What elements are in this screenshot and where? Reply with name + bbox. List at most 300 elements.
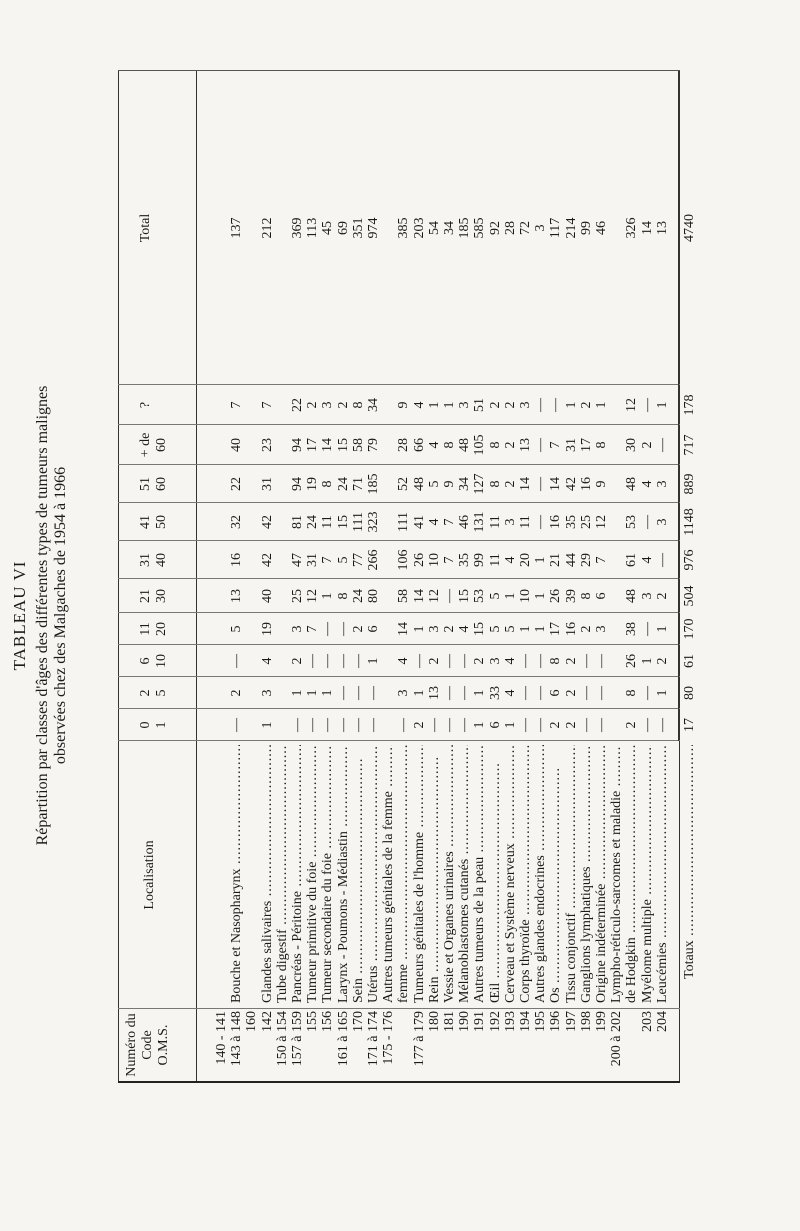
row-total: 117 <box>548 217 564 239</box>
row-code: 199 <box>594 1011 609 1032</box>
table-label: TABLEAU VI <box>10 560 29 671</box>
row-value: 2 <box>502 441 518 449</box>
row-value: 7 <box>229 401 245 409</box>
row-value: — <box>457 718 473 732</box>
row-value: 31 <box>563 438 579 452</box>
row-value: 2 <box>502 480 518 488</box>
row-value: 185 <box>366 473 381 495</box>
row-value: 2 <box>442 625 457 633</box>
row-value: 5 <box>426 480 442 488</box>
row-value: 14 <box>411 589 427 603</box>
row-value: 6 <box>487 721 503 729</box>
row-value: 15 <box>335 438 351 452</box>
row-value: 111 <box>396 512 412 532</box>
table-subtitle-line1: Répartition par classes d'âges des différentes types de tumeurs malignes <box>34 385 51 846</box>
row-value: 2 <box>350 625 366 633</box>
row-value: 3 <box>396 689 412 697</box>
row-value: — <box>578 686 594 700</box>
row-value: 8 <box>624 689 640 697</box>
totals-value: 1148 <box>682 508 697 536</box>
row-value: 3 <box>457 401 473 409</box>
row-value: 266 <box>366 549 381 571</box>
row-localisation: Autres tumeurs de la peau ..... <box>472 745 488 1003</box>
row-value: — <box>335 686 351 700</box>
row-total: 3 <box>533 224 549 232</box>
row-value: — <box>639 622 655 636</box>
row-value: — <box>229 718 245 732</box>
row-value: 127 <box>472 473 488 495</box>
header-age-class <box>138 645 170 677</box>
row-value: 2 <box>578 401 594 409</box>
row-value: — <box>639 718 655 732</box>
row-value: 42 <box>259 515 275 529</box>
header-age-from: 31 <box>138 553 153 567</box>
row-value: 35 <box>457 553 473 567</box>
totals-value: 80 <box>682 686 697 700</box>
row-localisation: Tube digestif ..... <box>275 745 291 1003</box>
row-total: 385 <box>396 217 412 239</box>
row-localisation: Myélome multiple ..... <box>640 745 656 1003</box>
row-code: 142 <box>259 1011 275 1032</box>
row-value: — <box>320 622 336 636</box>
row-value: 2 <box>502 401 518 409</box>
row-value: 28 <box>396 438 412 452</box>
row-value: 12 <box>624 398 640 412</box>
row-value: 1 <box>533 625 549 633</box>
row-value: 14 <box>548 477 564 491</box>
header-age-to: 20 <box>154 622 169 636</box>
row-value: 99 <box>472 553 488 567</box>
data-table <box>118 70 697 1083</box>
row-code: 155 <box>305 1011 321 1032</box>
row-code: 161 à 165 <box>335 1011 351 1067</box>
row-value: 14 <box>320 438 336 452</box>
row-value: 2 <box>229 689 245 697</box>
header-top-rule <box>118 71 119 1081</box>
row-localisation: Pancréas - Péritoine ..... <box>290 745 306 1003</box>
row-value: 51 <box>472 398 488 412</box>
row-value: 4 <box>426 518 442 526</box>
row-total: 185 <box>457 217 473 239</box>
row-value: — <box>594 718 609 732</box>
row-value: 1 <box>654 689 670 697</box>
row-localisation: Os ..... <box>548 745 564 1003</box>
row-value: — <box>457 686 473 700</box>
header-age-class <box>138 425 170 465</box>
row-value: 15 <box>457 589 473 603</box>
header-age-to: 10 <box>154 654 169 668</box>
row-localisation: Rein ..... <box>427 745 443 1003</box>
row-value: 17 <box>548 622 564 636</box>
row-value: 13 <box>518 438 533 452</box>
row-localisation: femme ..... <box>396 745 412 1003</box>
row-value: 1 <box>594 401 609 409</box>
row-value: 19 <box>259 622 275 636</box>
header-age-to: 60 <box>154 477 169 491</box>
row-value: 8 <box>442 441 457 449</box>
row-code: 160 <box>244 1011 260 1032</box>
row-localisation: Autres tumeurs génitales de la femme ..... <box>381 745 397 1003</box>
row-value: 2 <box>654 657 670 665</box>
row-value: 1 <box>563 401 579 409</box>
row-code: 195 <box>533 1011 549 1032</box>
row-total: 369 <box>290 217 305 239</box>
row-value: 5 <box>335 556 351 564</box>
row-value: 3 <box>259 689 275 697</box>
row-value: — <box>518 654 533 668</box>
row-code: 197 <box>563 1011 579 1032</box>
row-value: 3 <box>594 625 609 633</box>
header-age-from: + de <box>138 432 153 458</box>
header-age-from: 6 <box>138 657 153 665</box>
row-localisation: Tissu conjonctif ..... <box>564 745 580 1003</box>
row-localisation: Origine indéterminée ..... <box>594 745 610 1003</box>
row-value: 4 <box>502 556 518 564</box>
row-value: 23 <box>259 438 275 452</box>
row-code: 170 <box>350 1011 366 1032</box>
row-value: 1 <box>472 689 488 697</box>
row-value: 6 <box>548 689 564 697</box>
row-total: 351 <box>350 217 366 239</box>
row-value: 3 <box>639 592 655 600</box>
totals-value: 504 <box>682 585 697 607</box>
header-age-from: 2 <box>138 689 153 697</box>
row-value: 17 <box>578 438 594 452</box>
row-value: 42 <box>259 553 275 567</box>
row-value: 1 <box>654 401 670 409</box>
row-value: 4 <box>502 689 518 697</box>
row-value: 21 <box>548 553 564 567</box>
row-value: 34 <box>457 477 473 491</box>
row-value: 5 <box>502 625 518 633</box>
row-value: 48 <box>457 438 473 452</box>
row-value: 2 <box>578 625 594 633</box>
row-value: 24 <box>335 477 351 491</box>
row-value: 46 <box>457 515 473 529</box>
row-value: 323 <box>366 511 381 533</box>
row-value: — <box>335 622 351 636</box>
row-value: 34 <box>366 398 381 412</box>
row-code: 191 <box>472 1011 488 1032</box>
row-value: — <box>548 398 564 412</box>
row-value: 2 <box>654 592 670 600</box>
row-code: 204 <box>654 1011 670 1032</box>
row-value: — <box>533 515 549 529</box>
header-age-to: 40 <box>154 553 169 567</box>
row-value: 16 <box>578 477 594 491</box>
row-value: 31 <box>259 477 275 491</box>
totals-value: 178 <box>682 394 697 416</box>
row-code: 193 <box>502 1011 518 1032</box>
row-value: 33 <box>487 686 503 700</box>
row-code: 156 <box>320 1011 336 1032</box>
row-value: 25 <box>578 515 594 529</box>
row-value: 26 <box>411 553 427 567</box>
row-value: 2 <box>563 689 579 697</box>
row-value: 14 <box>396 622 412 636</box>
row-value: 40 <box>259 589 275 603</box>
row-value: 7 <box>259 401 275 409</box>
row-value: 79 <box>366 438 381 452</box>
header-age-to: 5 <box>154 689 169 697</box>
row-value: — <box>350 718 366 732</box>
row-value: 111 <box>350 512 366 532</box>
row-total: 137 <box>229 217 245 239</box>
row-value: 1 <box>259 721 275 729</box>
row-value: 35 <box>563 515 579 529</box>
row-total: 99 <box>578 221 594 235</box>
row-value: — <box>305 718 321 732</box>
row-value: — <box>639 398 655 412</box>
row-value: — <box>578 718 594 732</box>
row-code: 200 à 202 <box>609 1011 625 1067</box>
row-value: 58 <box>350 438 366 452</box>
row-value: 38 <box>624 622 640 636</box>
row-value: 48 <box>624 589 640 603</box>
header-age-class <box>138 613 170 645</box>
row-value: — <box>366 718 381 732</box>
row-value: 2 <box>563 721 579 729</box>
row-value: 2 <box>487 401 503 409</box>
row-value: 20 <box>518 553 533 567</box>
row-total: 14 <box>639 221 655 235</box>
totals-value: 170 <box>682 618 697 640</box>
row-value: 13 <box>229 589 245 603</box>
table-subtitle-line2: observées chez des Malgaches de 1954 à 1966 <box>52 466 69 765</box>
row-value: 7 <box>548 441 564 449</box>
row-value: 11 <box>320 515 336 529</box>
row-value: 1 <box>411 689 427 697</box>
row-value: 42 <box>563 477 579 491</box>
row-value: 11 <box>487 553 503 567</box>
row-code: 140 - 141 <box>214 1011 229 1065</box>
row-value: 58 <box>396 589 412 603</box>
header-bottom-rule <box>196 71 197 1081</box>
row-value: 1 <box>290 689 305 697</box>
row-value: — <box>578 654 594 668</box>
header-age-class <box>138 579 170 613</box>
row-value: 3 <box>502 518 518 526</box>
row-value: 7 <box>594 556 609 564</box>
row-code: 177 à 179 <box>411 1011 427 1067</box>
row-value: — <box>366 686 381 700</box>
row-value: 77 <box>350 553 366 567</box>
row-code: 150 à 154 <box>274 1011 290 1067</box>
header-age-to: 60 <box>154 438 169 452</box>
row-value: 32 <box>229 515 245 529</box>
row-code: 190 <box>457 1011 473 1032</box>
row-value: 80 <box>366 589 381 603</box>
row-value: 53 <box>624 515 640 529</box>
row-localisation: Mélanoblastomes cutanés ..... <box>457 745 473 1003</box>
row-value: 1 <box>518 625 533 633</box>
row-value: 16 <box>548 515 564 529</box>
row-value: — <box>654 438 670 452</box>
row-value: 1 <box>654 625 670 633</box>
totals-value: 889 <box>682 473 697 495</box>
header-code <box>124 1009 172 1081</box>
row-value: 4 <box>639 480 655 488</box>
row-code: 143 à 148 <box>229 1011 245 1067</box>
row-value: 48 <box>624 477 640 491</box>
row-total: 69 <box>335 221 351 235</box>
totals-grand-total: 4740 <box>682 214 697 242</box>
row-value: — <box>639 686 655 700</box>
row-value: 5 <box>487 625 503 633</box>
row-value: 48 <box>411 477 427 491</box>
row-value: — <box>594 686 609 700</box>
row-value: — <box>533 438 549 452</box>
row-value: 2 <box>290 657 305 665</box>
totals-label: Totaux ..... <box>682 745 698 979</box>
row-value: 5 <box>487 592 503 600</box>
row-value: 4 <box>639 556 655 564</box>
row-localisation: Ganglions lymphatiques ..... <box>579 745 595 1003</box>
row-total: 28 <box>502 221 518 235</box>
header-age-to: 1 <box>154 721 169 729</box>
header-code-line1: Numéro du Code <box>124 1013 155 1077</box>
row-value: 10 <box>518 589 533 603</box>
row-value: 8 <box>487 480 503 488</box>
row-total: 54 <box>426 221 442 235</box>
row-value: — <box>594 654 609 668</box>
row-value: 41 <box>411 515 427 529</box>
row-value: 3 <box>320 401 336 409</box>
row-localisation: Lympho-réticulo-sarcomes et maladie ..... <box>609 745 625 1003</box>
header-age-from: 0 <box>138 721 153 729</box>
row-total: 203 <box>411 217 427 239</box>
row-value: 14 <box>518 477 533 491</box>
row-value: — <box>533 654 549 668</box>
row-value: — <box>426 718 442 732</box>
row-value: 25 <box>290 589 305 603</box>
column-separator <box>118 1008 680 1009</box>
row-value: — <box>654 718 670 732</box>
row-value: — <box>350 686 366 700</box>
row-value: 24 <box>305 515 321 529</box>
row-code: 171 à 174 <box>366 1011 381 1067</box>
row-value: — <box>533 477 549 491</box>
row-value: 3 <box>518 401 533 409</box>
row-value: 9 <box>442 480 457 488</box>
row-value: 3 <box>290 625 305 633</box>
row-value: 4 <box>502 657 518 665</box>
row-value: — <box>335 718 351 732</box>
row-total: 46 <box>594 221 609 235</box>
row-value: 39 <box>563 589 579 603</box>
header-age-to: 50 <box>154 515 169 529</box>
header-age-class <box>138 677 170 709</box>
row-code: 181 <box>442 1011 457 1032</box>
row-value: 1 <box>320 689 336 697</box>
table-bottom-rule <box>679 71 680 1081</box>
row-value: 8 <box>335 592 351 600</box>
row-value: 94 <box>290 438 305 452</box>
row-value: 61 <box>624 553 640 567</box>
row-value: 29 <box>578 553 594 567</box>
row-value: — <box>533 686 549 700</box>
row-value: 6 <box>594 592 609 600</box>
row-value: 1 <box>366 657 381 665</box>
row-code: 157 à 159 <box>290 1011 305 1067</box>
header-age-from: 41 <box>138 515 153 529</box>
row-value: — <box>229 654 245 668</box>
row-value: 105 <box>472 434 488 456</box>
row-value: — <box>533 718 549 732</box>
row-value: 2 <box>426 657 442 665</box>
row-value: 12 <box>594 515 609 529</box>
row-value: — <box>350 654 366 668</box>
row-value: 11 <box>487 515 503 529</box>
row-value: 47 <box>290 553 305 567</box>
row-value: 2 <box>624 721 640 729</box>
row-value: 12 <box>426 589 442 603</box>
row-value: 4 <box>396 657 412 665</box>
row-value: 81 <box>290 515 305 529</box>
row-value: 17 <box>305 438 321 452</box>
row-code: 203 <box>639 1011 655 1032</box>
row-value: 7 <box>442 518 457 526</box>
header-age-class <box>138 709 170 741</box>
row-total: 72 <box>518 221 533 235</box>
header-age-from: 21 <box>138 589 153 603</box>
row-value: — <box>654 553 670 567</box>
row-code: 196 <box>548 1011 564 1032</box>
row-value: 9 <box>396 401 412 409</box>
row-value: 8 <box>487 441 503 449</box>
row-localisation: Tumeurs génitales de l'homme ..... <box>412 745 428 1003</box>
row-value: — <box>518 718 533 732</box>
row-value: 4 <box>426 441 442 449</box>
row-value: — <box>533 398 549 412</box>
row-localisation: Sein ..... <box>351 745 367 1003</box>
row-value: 1 <box>320 592 336 600</box>
row-total: 113 <box>305 217 321 239</box>
row-value: 26 <box>548 589 564 603</box>
row-value: — <box>457 654 473 668</box>
row-value: 4 <box>259 657 275 665</box>
row-value: 3 <box>654 518 670 526</box>
row-total: 214 <box>563 217 579 239</box>
row-value: 2 <box>639 441 655 449</box>
totals-value: 717 <box>682 434 697 456</box>
row-value: 15 <box>472 622 488 636</box>
row-value: 13 <box>426 686 442 700</box>
row-value: 30 <box>624 438 640 452</box>
row-value: 3 <box>487 657 503 665</box>
header-total: Total <box>138 213 153 243</box>
row-value: 3 <box>426 625 442 633</box>
row-localisation: Glandes salivaires ..... <box>260 745 276 1003</box>
row-total: 92 <box>487 221 503 235</box>
header-age-class <box>138 465 170 503</box>
row-value: 2 <box>335 401 351 409</box>
header-age-class <box>138 385 154 425</box>
row-value: 22 <box>290 398 305 412</box>
row-value: 8 <box>548 657 564 665</box>
row-value: 4 <box>457 625 473 633</box>
row-value: 2 <box>411 721 427 729</box>
row-value: — <box>320 718 336 732</box>
row-value: — <box>442 654 457 668</box>
row-localisation: Tumeur secondaire du foie ..... <box>320 745 336 1003</box>
row-value: — <box>305 654 321 668</box>
row-value: 1 <box>472 721 488 729</box>
row-value: 19 <box>305 477 321 491</box>
row-value: 4 <box>411 401 427 409</box>
row-value: 8 <box>320 480 336 488</box>
row-value: — <box>335 654 351 668</box>
